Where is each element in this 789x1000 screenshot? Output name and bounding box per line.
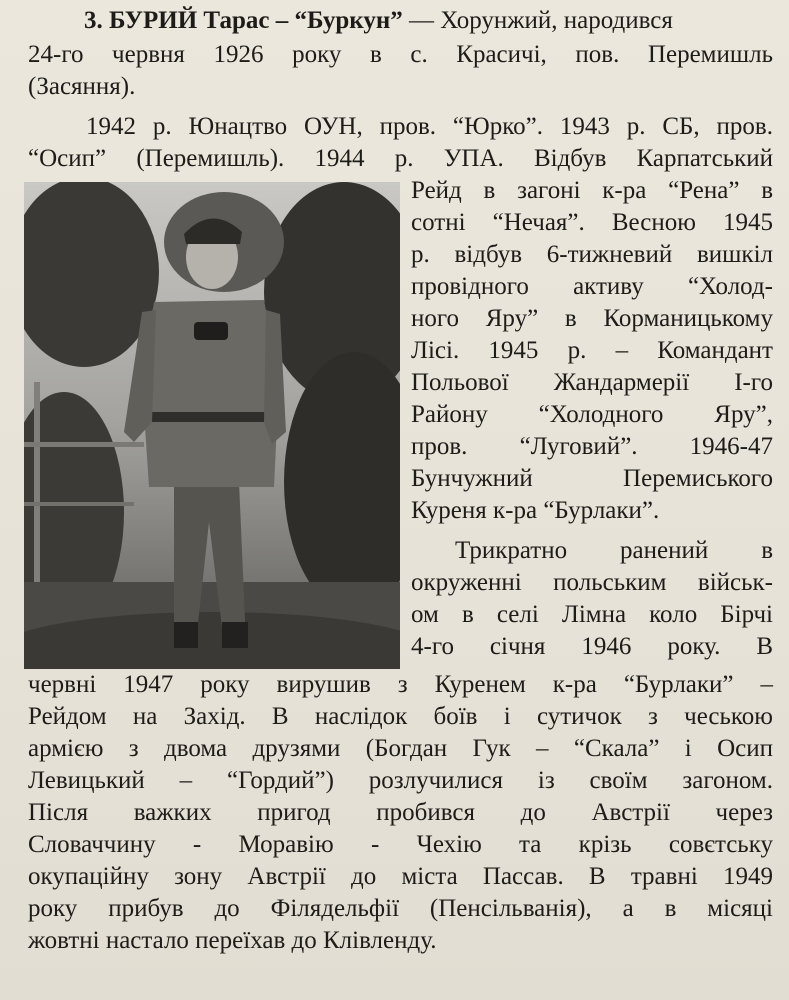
text-line: Польової Жандармерії І-го xyxy=(411,369,773,396)
photograph-icon xyxy=(24,182,400,669)
entry-heading xyxy=(84,6,773,36)
text-line: жовтні настало переїхав до Клівленду. xyxy=(28,927,437,954)
text-line: Трикратно ранений в xyxy=(455,537,773,564)
text-line: 24-го червня 1926 року в с. Красичі, пов. Перемишль xyxy=(28,41,773,68)
text-line: ом в селі Лімна коло Бірчі xyxy=(411,601,773,628)
text-line: армією з двома друзями (Богдан Гук – “Скала” і Осип xyxy=(28,735,773,762)
portrait-photo xyxy=(24,182,400,669)
text-line: Бунчужний Перемиського xyxy=(411,465,773,492)
text-line: 4-го січня 1946 року. В xyxy=(411,633,773,660)
entry-intro: — Хорунжий, народився xyxy=(408,7,673,34)
text-line: Району “Холодного Яру”, xyxy=(411,401,773,428)
text-line: Куреня к-ра “Бурлаки”. xyxy=(411,497,660,524)
text-line: Рейдом на Захід. В наслідок боїв і сутичок з чеською xyxy=(28,703,773,730)
entry-number: 3. xyxy=(84,7,103,34)
text-line: Лісі. 1945 р. – Командант xyxy=(411,337,773,364)
text-line: року прибув до Філядельфії (Пенсільванія), а в місяці xyxy=(28,895,773,922)
text-line: сотні “Нечая”. Весною 1945 xyxy=(411,209,773,236)
entry-name: БУРИЙ Тарас – “Буркун” xyxy=(109,7,403,34)
text-line: ного Яру” в Корманицькому xyxy=(411,305,773,332)
text-line: Після важких пригод пробився до Австрії через xyxy=(28,799,773,826)
text-line: 1942 р. Юнацтво ОУН, пров. “Юрко”. 1943 р. СБ, пров. xyxy=(86,113,773,140)
text-line: провідного активу “Холод- xyxy=(411,273,773,300)
text-line: окруженні польським військ- xyxy=(411,569,773,596)
text-line: червні 1947 року вирушив з Куренем к-ра “Бурлаки” – xyxy=(28,671,773,698)
text-line: (Засяння). xyxy=(28,73,136,100)
text-line: “Осип” (Перемишль). 1944 р. УПА. Відбув Карпатський xyxy=(28,145,773,172)
text-line: пров. “Луговий”. 1946-47 xyxy=(411,433,773,460)
text-line: Левицький – “Гордий”) розлучилися із своїм загоном. xyxy=(28,767,773,794)
text-line: Рейд в загоні к-ра “Рена” в xyxy=(411,177,773,204)
text-line: Словаччину - Моравію - Чехію та крізь совєтську xyxy=(28,831,773,858)
text-line: окупаційну зону Австрії до міста Пассав. В травні 1949 xyxy=(28,863,773,890)
text-line: р. відбув 6-тижневий вишкіл xyxy=(411,241,773,268)
